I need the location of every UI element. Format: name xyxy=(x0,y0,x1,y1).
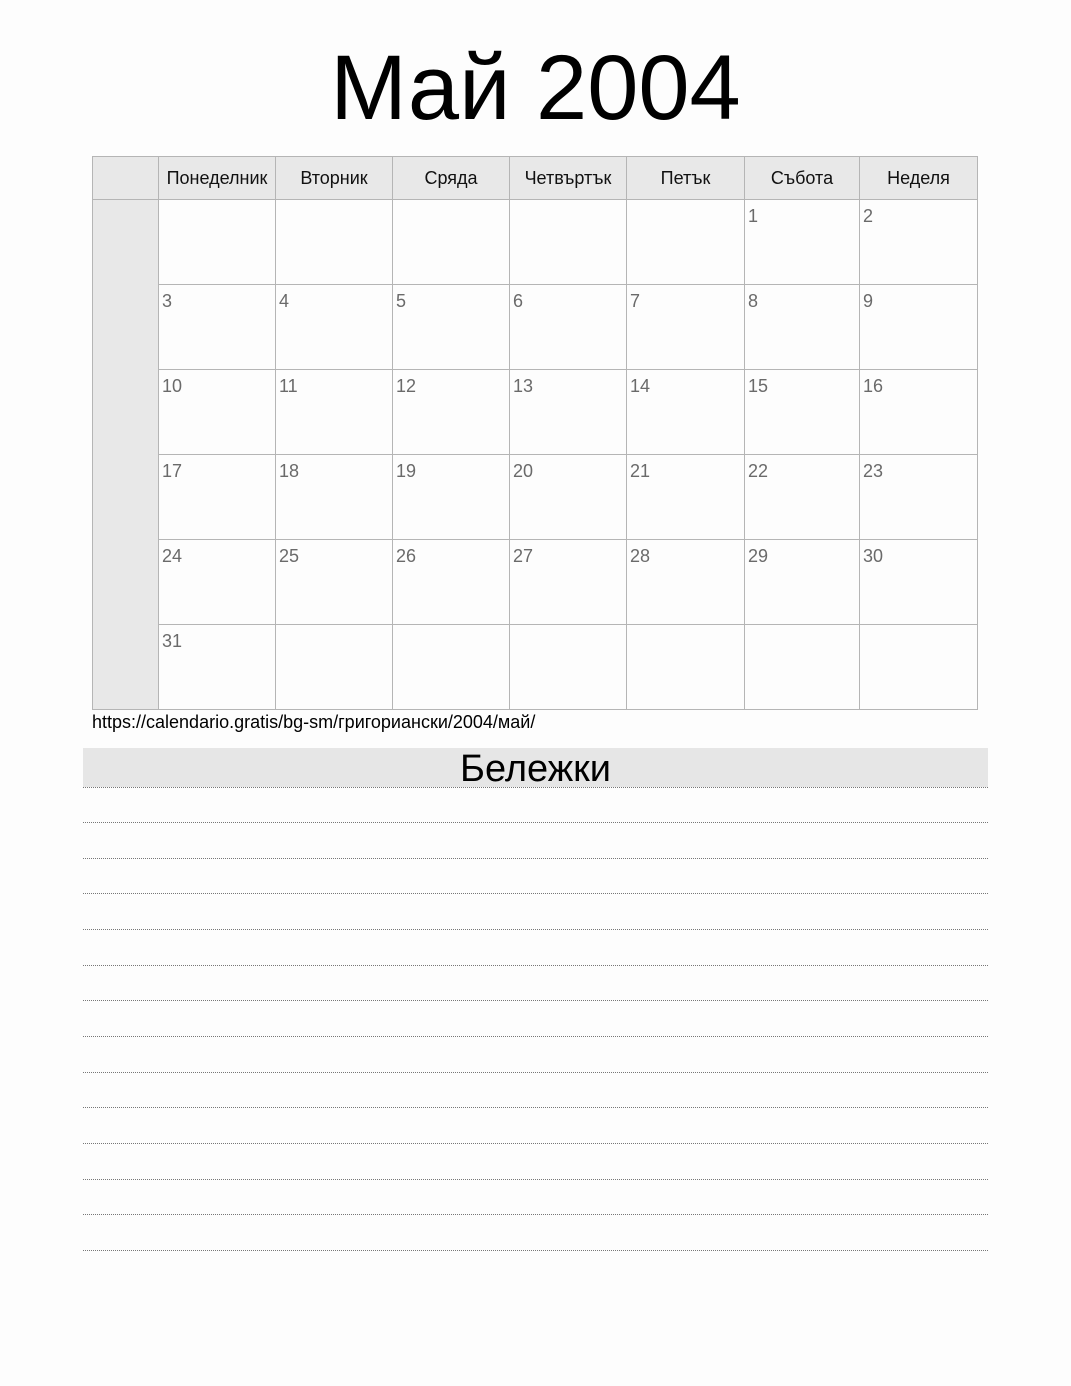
day-cell xyxy=(860,370,978,455)
note-line xyxy=(83,1143,988,1144)
note-line xyxy=(83,929,988,930)
note-line xyxy=(83,965,988,966)
week-row xyxy=(93,455,978,540)
day-number: 25 xyxy=(279,546,300,566)
week-row xyxy=(93,285,978,370)
week-row xyxy=(93,540,978,625)
day-number xyxy=(393,200,509,206)
weekday-header: Четвъртък xyxy=(510,157,627,200)
notes-title: Бележки xyxy=(83,748,988,787)
day-cell xyxy=(627,370,745,455)
day-cell xyxy=(393,625,510,710)
day-cell xyxy=(159,370,276,455)
day-number: 14 xyxy=(630,376,651,396)
weekday-header: Вторник xyxy=(276,157,393,200)
week-row xyxy=(93,625,978,710)
week-row xyxy=(93,370,978,455)
day-cell xyxy=(745,455,860,540)
day-cell xyxy=(276,285,393,370)
note-line xyxy=(83,1072,988,1073)
note-line xyxy=(83,787,988,788)
day-number xyxy=(627,625,744,631)
day-number: 26 xyxy=(396,546,417,566)
day-number: 6 xyxy=(513,291,524,311)
week-side-column xyxy=(93,200,159,710)
day-number: 18 xyxy=(279,461,300,481)
day-cell xyxy=(627,285,745,370)
day-number: 22 xyxy=(748,461,769,481)
day-cell xyxy=(627,625,745,710)
day-number xyxy=(510,625,626,631)
day-number: 15 xyxy=(748,376,769,396)
day-number xyxy=(627,200,744,206)
header-corner xyxy=(93,157,159,200)
day-number: 16 xyxy=(863,376,884,396)
day-cell xyxy=(393,200,510,285)
day-number: 8 xyxy=(748,291,759,311)
day-cell xyxy=(745,625,860,710)
day-number: 13 xyxy=(513,376,534,396)
day-cell xyxy=(510,200,627,285)
day-cell xyxy=(510,455,627,540)
day-cell xyxy=(627,200,745,285)
day-cell xyxy=(393,540,510,625)
day-cell xyxy=(510,285,627,370)
day-number: 29 xyxy=(748,546,769,566)
weekday-header: Събота xyxy=(745,157,860,200)
weekday-header: Неделя xyxy=(860,157,978,200)
day-cell xyxy=(276,200,393,285)
day-number xyxy=(510,200,626,206)
day-cell xyxy=(860,285,978,370)
day-number: 28 xyxy=(630,546,651,566)
day-number xyxy=(745,625,859,631)
day-cell xyxy=(276,455,393,540)
source-url[interactable]: https://calendario.gratis/bg-sm/григориански/2004/май/ xyxy=(92,712,536,732)
day-number: 9 xyxy=(863,291,874,311)
day-number xyxy=(276,625,392,631)
day-number: 17 xyxy=(162,461,183,481)
day-cell xyxy=(745,200,860,285)
day-cell xyxy=(860,625,978,710)
day-number: 12 xyxy=(396,376,417,396)
day-cell xyxy=(159,540,276,625)
day-number xyxy=(276,200,392,206)
day-number: 21 xyxy=(630,461,651,481)
note-line xyxy=(83,858,988,859)
day-number: 1 xyxy=(748,206,759,226)
day-cell xyxy=(860,200,978,285)
day-number xyxy=(860,625,977,631)
day-number: 4 xyxy=(279,291,290,311)
day-number: 2 xyxy=(863,206,874,226)
day-number: 31 xyxy=(162,631,183,651)
day-cell xyxy=(276,540,393,625)
day-cell xyxy=(745,285,860,370)
day-cell xyxy=(159,625,276,710)
day-cell xyxy=(276,370,393,455)
day-number: 11 xyxy=(279,376,298,396)
day-number: 27 xyxy=(513,546,534,566)
day-cell xyxy=(393,455,510,540)
day-number: 30 xyxy=(863,546,884,566)
day-cell xyxy=(393,370,510,455)
day-cell xyxy=(860,540,978,625)
day-cell xyxy=(745,540,860,625)
day-number: 5 xyxy=(396,291,407,311)
note-line xyxy=(83,1250,988,1251)
day-number: 3 xyxy=(162,291,173,311)
day-cell xyxy=(627,455,745,540)
weekday-header: Петък xyxy=(627,157,745,200)
day-number: 23 xyxy=(863,461,884,481)
day-cell xyxy=(393,285,510,370)
day-cell xyxy=(745,370,860,455)
note-line xyxy=(83,1000,988,1001)
note-line xyxy=(83,1214,988,1215)
week-row xyxy=(93,200,978,285)
calendar-grid xyxy=(92,156,978,710)
day-cell xyxy=(510,625,627,710)
note-line xyxy=(83,1179,988,1180)
day-number: 10 xyxy=(162,376,183,396)
day-cell xyxy=(276,625,393,710)
day-number xyxy=(159,200,275,206)
page-title: Май 2004 xyxy=(330,37,741,139)
day-number xyxy=(393,625,509,631)
day-cell xyxy=(510,370,627,455)
day-cell xyxy=(627,540,745,625)
day-number: 19 xyxy=(396,461,417,481)
day-number: 20 xyxy=(513,461,534,481)
weekday-header-row xyxy=(93,157,978,200)
weekday-header: Понеделник xyxy=(159,157,276,200)
day-number: 7 xyxy=(630,291,641,311)
day-cell xyxy=(860,455,978,540)
note-line xyxy=(83,893,988,894)
day-cell xyxy=(159,455,276,540)
note-line xyxy=(83,1107,988,1108)
day-cell xyxy=(159,285,276,370)
note-line xyxy=(83,822,988,823)
note-line xyxy=(83,1036,988,1037)
weekday-header: Сряда xyxy=(393,157,510,200)
day-cell xyxy=(510,540,627,625)
day-number: 24 xyxy=(162,546,183,566)
day-cell xyxy=(159,200,276,285)
